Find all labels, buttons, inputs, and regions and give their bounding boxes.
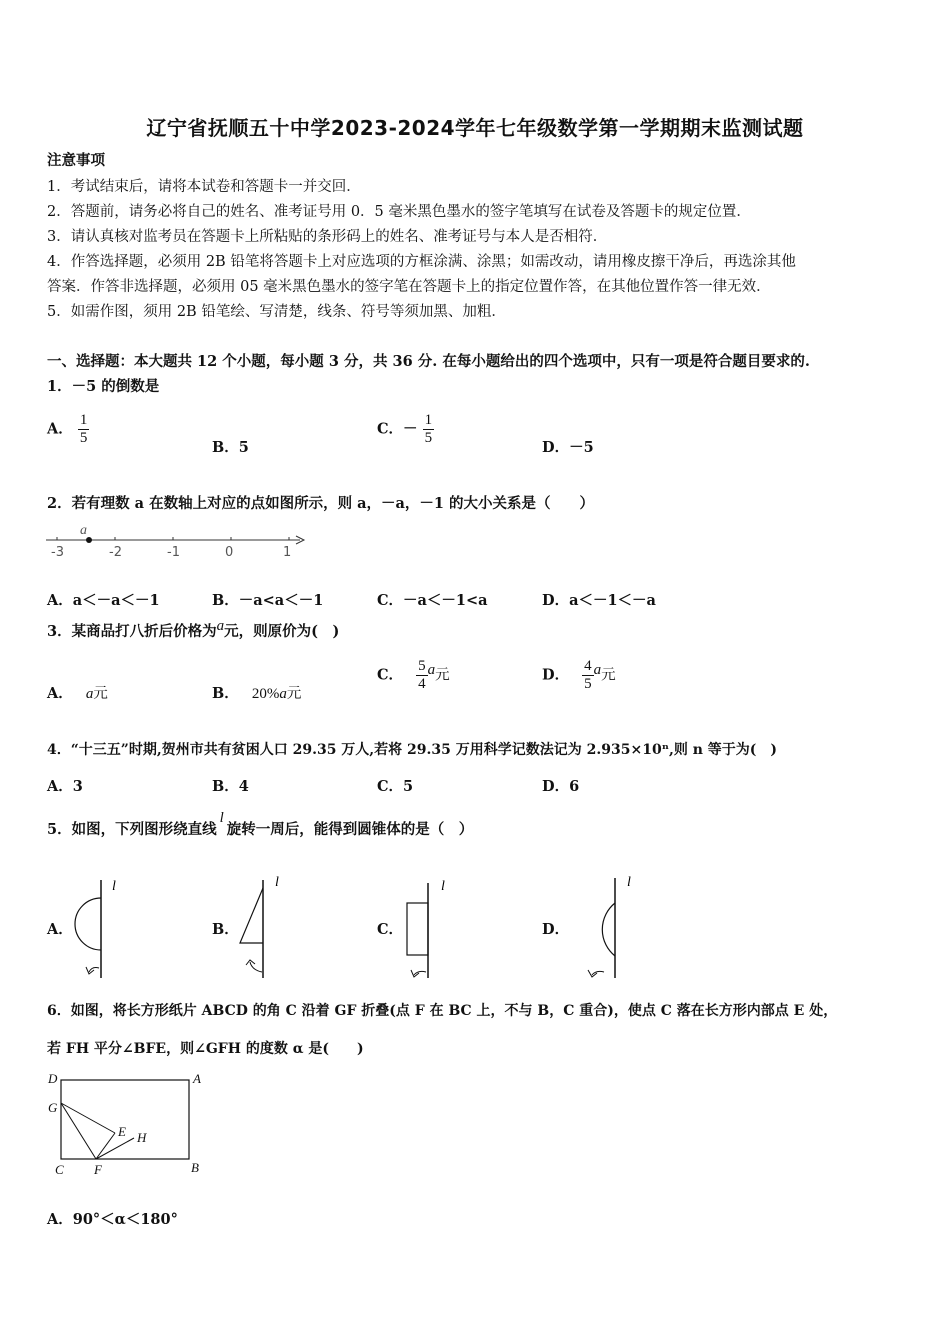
q4-option-c: C．5 xyxy=(377,778,414,795)
question-2-stem: 2．若有理数 a 在数轴上对应的点如图所示，则 a，－a，－1 的大小关系是（ ） xyxy=(47,495,595,512)
q2-option-a: A．a＜－a＜－1 xyxy=(47,592,160,609)
variable: a xyxy=(216,618,225,634)
question-6-line2: 若 FH 平分∠BFE，则∠GFH 的度数 α 是( ) xyxy=(47,1041,364,1057)
notice-item: 2．答题前，请务必将自己的姓名、准考证号用 0．5 毫米黑色墨水的签字笔填写在试卷及答题卡的规定位置． xyxy=(47,204,751,220)
svg-text:l: l xyxy=(441,879,445,894)
segment-gf xyxy=(61,1103,96,1159)
variable: a xyxy=(279,686,287,702)
denominator: 5 xyxy=(79,430,88,446)
segment-fe xyxy=(96,1133,115,1159)
stem-text: 3．某商品打八折后价格为 xyxy=(47,623,217,640)
option-label: A． xyxy=(47,420,73,438)
q5-option-c: C． xyxy=(377,921,404,938)
question-4-stem: 4．“十三五”时期,贺州市共有贫困人口 29.35 万人,若将 29.35 万用科学记数法记为 2.935×10ⁿ,则 n 等于为( ) xyxy=(47,742,778,758)
notice-item: 1．考试结束后，请将本试卷和答题卡一并交回． xyxy=(47,179,361,195)
label-e: E xyxy=(118,1124,126,1139)
notice-item: 3．请认真核对监考员在答题卡上所粘贴的条形码上的姓名、准考证号与本人是否相符． xyxy=(47,229,608,245)
segment-fh xyxy=(96,1138,134,1159)
q5-option-b: B． xyxy=(212,921,239,938)
label-a: A xyxy=(193,1071,201,1086)
variable: l xyxy=(219,810,224,826)
unit: 元 xyxy=(601,667,616,684)
option-label: C．－ xyxy=(377,420,418,438)
question-1-stem: 1．－5 的倒数是 xyxy=(47,378,160,395)
variable: a xyxy=(593,661,602,678)
q6-option-a: A．90°＜α＜180° xyxy=(47,1211,178,1228)
variable: a xyxy=(427,661,436,678)
question-6-line1: 6．如图，将长方形纸片 ABCD 的角 C 沿着 GF 折叠(点 F 在 BC 上，不与 B，C 重合)，使点 C 落在长方形内部点 E 处， xyxy=(47,1003,838,1019)
unit: 元 xyxy=(435,667,450,684)
numerator: 1 xyxy=(79,412,88,428)
numerator: 5 xyxy=(418,658,426,674)
page-title: 辽宁省抚顺五十中学2023-2024学年七年级数学第一学期期末监测试题 xyxy=(146,116,804,140)
axis-tick-label: 0 xyxy=(225,545,234,560)
q2-option-c: C．－a＜－1<a xyxy=(377,592,488,609)
q4-option-a: A．3 xyxy=(47,778,83,795)
denominator: 5 xyxy=(424,430,433,446)
numerator: 4 xyxy=(584,658,592,674)
axis-tick-label: -1 xyxy=(167,545,180,560)
unit: 元 xyxy=(286,686,302,702)
label-c: C xyxy=(55,1162,64,1177)
denominator: 5 xyxy=(584,676,592,692)
label-h: H xyxy=(137,1130,147,1145)
label-b: B xyxy=(191,1160,199,1175)
q1-option-b: B．5 xyxy=(212,439,249,456)
notice-item: 4．作答选择题，必须用 2B 铅笔将答题卡上对应选项的方框涂满、涂黑；如需改动，请用橡皮擦干净后，再选涂其他 xyxy=(47,254,796,270)
variable: a xyxy=(85,686,94,702)
option-label: C． xyxy=(377,666,404,684)
rectangle-abcd xyxy=(61,1080,189,1159)
option-label: D． xyxy=(542,666,570,684)
label-f: F xyxy=(94,1162,102,1177)
q5-option-a: A． xyxy=(47,921,73,938)
unit: 元 xyxy=(93,686,108,702)
axis-tick-label: -2 xyxy=(109,545,122,560)
notice-item: 5．如需作图，须用 2B 铅笔绘、写清楚，线条、符号等须加黑、加粗． xyxy=(47,304,506,320)
value: 20% xyxy=(251,686,280,702)
q5-option-d: D． xyxy=(542,921,570,938)
stem-text: 5．如图，下列图形绕直线 xyxy=(47,821,217,838)
point-a-label: a xyxy=(80,523,87,538)
svg-text:l: l xyxy=(112,879,116,894)
q4-option-d: D．6 xyxy=(542,778,580,795)
q2-option-d: D．a＜－1＜－a xyxy=(542,592,656,609)
option-label: B． xyxy=(212,685,239,702)
option-label: A． xyxy=(47,685,73,702)
denominator: 4 xyxy=(418,676,426,692)
axis-tick-label: 1 xyxy=(283,545,292,560)
numerator: 1 xyxy=(424,412,433,428)
stem-text: 元，则原价为( ) xyxy=(224,623,340,640)
label-d: D xyxy=(48,1071,58,1086)
axis-tick-label: -3 xyxy=(51,545,64,560)
notice-item: 答案．作答非选择题，必须用 05 毫米黑色墨水的签字笔在答题卡上的指定位置作答，在其他位置作答一律无效． xyxy=(47,279,771,295)
svg-text:l: l xyxy=(627,875,631,890)
notice-heading: 注意事项 xyxy=(47,152,105,169)
label-g: G xyxy=(48,1100,58,1115)
segment-ge xyxy=(61,1103,115,1133)
stem-text: 旋转一周后，能得到圆锥体的是（ ） xyxy=(226,821,474,838)
q2-option-b: B．－a<a＜－1 xyxy=(212,592,324,609)
section-heading: 一、选择题：本大题共 12 个小题，每小题 3 分，共 36 分. 在每小题给出的四个选项中，只有一项是符合题目要求的. xyxy=(47,353,810,370)
svg-text:l: l xyxy=(275,875,279,890)
q1-option-d: D．－5 xyxy=(542,439,594,456)
q4-option-b: B．4 xyxy=(212,778,249,795)
